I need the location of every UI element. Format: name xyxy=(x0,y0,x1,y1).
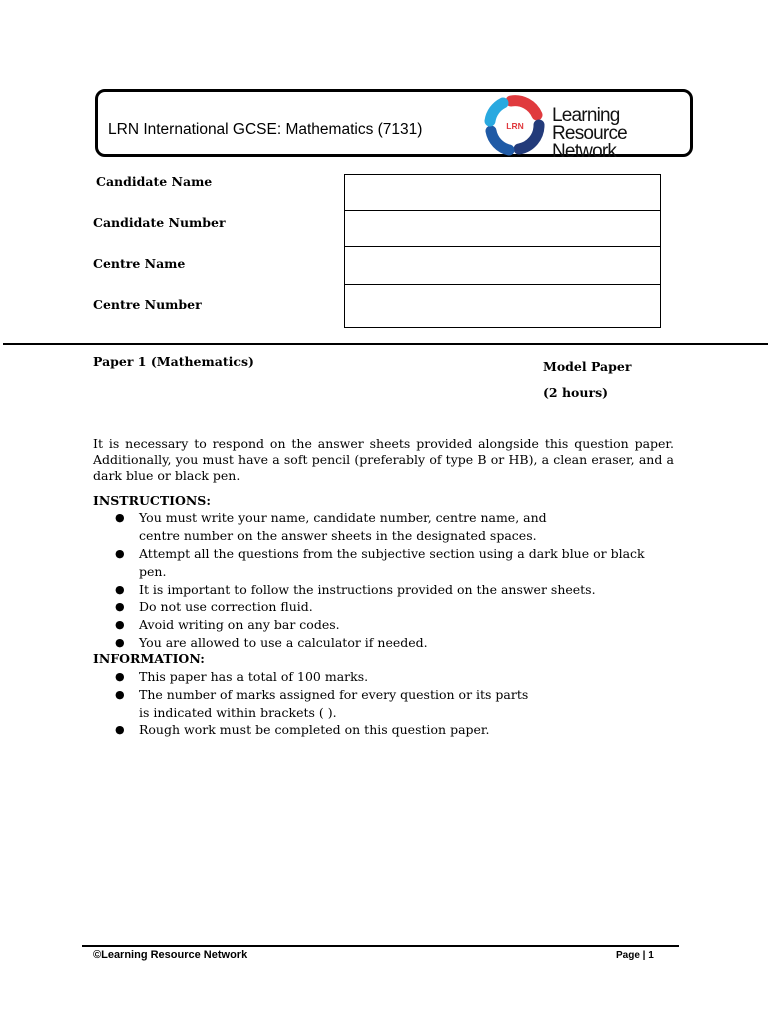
bullet-icon: ● xyxy=(115,687,125,701)
bullet-icon: ● xyxy=(115,547,125,560)
centre-name-label: Centre Name xyxy=(93,256,186,271)
centre-number-label: Centre Number xyxy=(93,297,202,312)
information-text: The number of marks assigned for every question or its parts is indicated within brackets ( ). xyxy=(139,686,529,720)
paper-title: Paper 1 (Mathematics) xyxy=(93,354,254,369)
information-text: This paper has a total of 100 marks. xyxy=(139,669,369,684)
list-item xyxy=(115,598,655,616)
logo-wordmark xyxy=(552,107,693,161)
list-item xyxy=(115,686,535,722)
centre-name-field[interactable] xyxy=(344,246,661,285)
logo-badge: LRN xyxy=(506,121,524,131)
footer-divider xyxy=(82,945,679,947)
instructions-heading: INSTRUCTIONS: xyxy=(93,493,211,508)
candidate-name-field[interactable] xyxy=(344,174,661,211)
bullet-icon: ● xyxy=(115,618,125,632)
lrn-logo-icon xyxy=(483,95,547,157)
intro-paragraph: It is necessary to respond on the answer sheets provided alongside this question paper. Additionally, you must have a soft pencil (preferably of type B or HB), a clean eraser, and a dark blue or black pen. xyxy=(93,436,674,483)
instruction-text: Attempt all the questions from the subjective section using a dark blue or black pen. xyxy=(139,546,645,579)
instruction-text: Do not use correction fluid. xyxy=(139,599,313,615)
centre-number-field[interactable] xyxy=(344,284,661,328)
instruction-text: It is important to follow the instructions provided on the answer sheets. xyxy=(139,581,596,597)
list-item xyxy=(115,509,569,545)
list-item xyxy=(115,545,655,581)
bullet-icon: ● xyxy=(115,600,125,614)
document-header xyxy=(95,89,693,162)
logo-line-1: Learning xyxy=(552,105,620,126)
footer-copyright: ©Learning Resource Network xyxy=(93,949,248,961)
logo-line-2: Resource Network xyxy=(552,123,627,162)
information-list xyxy=(115,668,535,739)
instruction-text: Avoid writing on any bar codes. xyxy=(139,617,340,633)
bullet-icon: ● xyxy=(115,723,125,737)
lrn-logo xyxy=(483,95,693,162)
instructions-list-continued xyxy=(115,545,655,652)
list-item xyxy=(115,668,535,686)
instruction-text: You must write your name, candidate number, centre name, and centre number on the answer sheets in the designated spaces. xyxy=(139,510,547,543)
section-divider xyxy=(3,343,768,345)
paper-duration: (2 hours) xyxy=(543,385,609,400)
exam-title: LRN International GCSE: Mathematics (7131) xyxy=(108,121,423,138)
candidate-number-label: Candidate Number xyxy=(93,215,226,230)
paper-type: Model Paper xyxy=(543,359,632,374)
information-text: Rough work must be completed on this question paper. xyxy=(139,722,490,738)
bullet-icon: ● xyxy=(115,635,125,649)
bullet-icon: ● xyxy=(115,670,125,683)
page-number: Page | 1 xyxy=(616,950,654,961)
instructions-list xyxy=(115,509,565,545)
instruction-text: You are allowed to use a calculator if needed. xyxy=(139,634,428,650)
list-item xyxy=(115,581,655,599)
list-item xyxy=(115,634,655,652)
information-heading: INFORMATION: xyxy=(93,651,205,666)
list-item xyxy=(115,616,655,634)
candidate-number-field[interactable] xyxy=(344,210,661,247)
list-item xyxy=(115,721,535,739)
bullet-icon: ● xyxy=(115,582,125,596)
bullet-icon: ● xyxy=(115,511,125,524)
candidate-name-label: Candidate Name xyxy=(96,174,213,189)
